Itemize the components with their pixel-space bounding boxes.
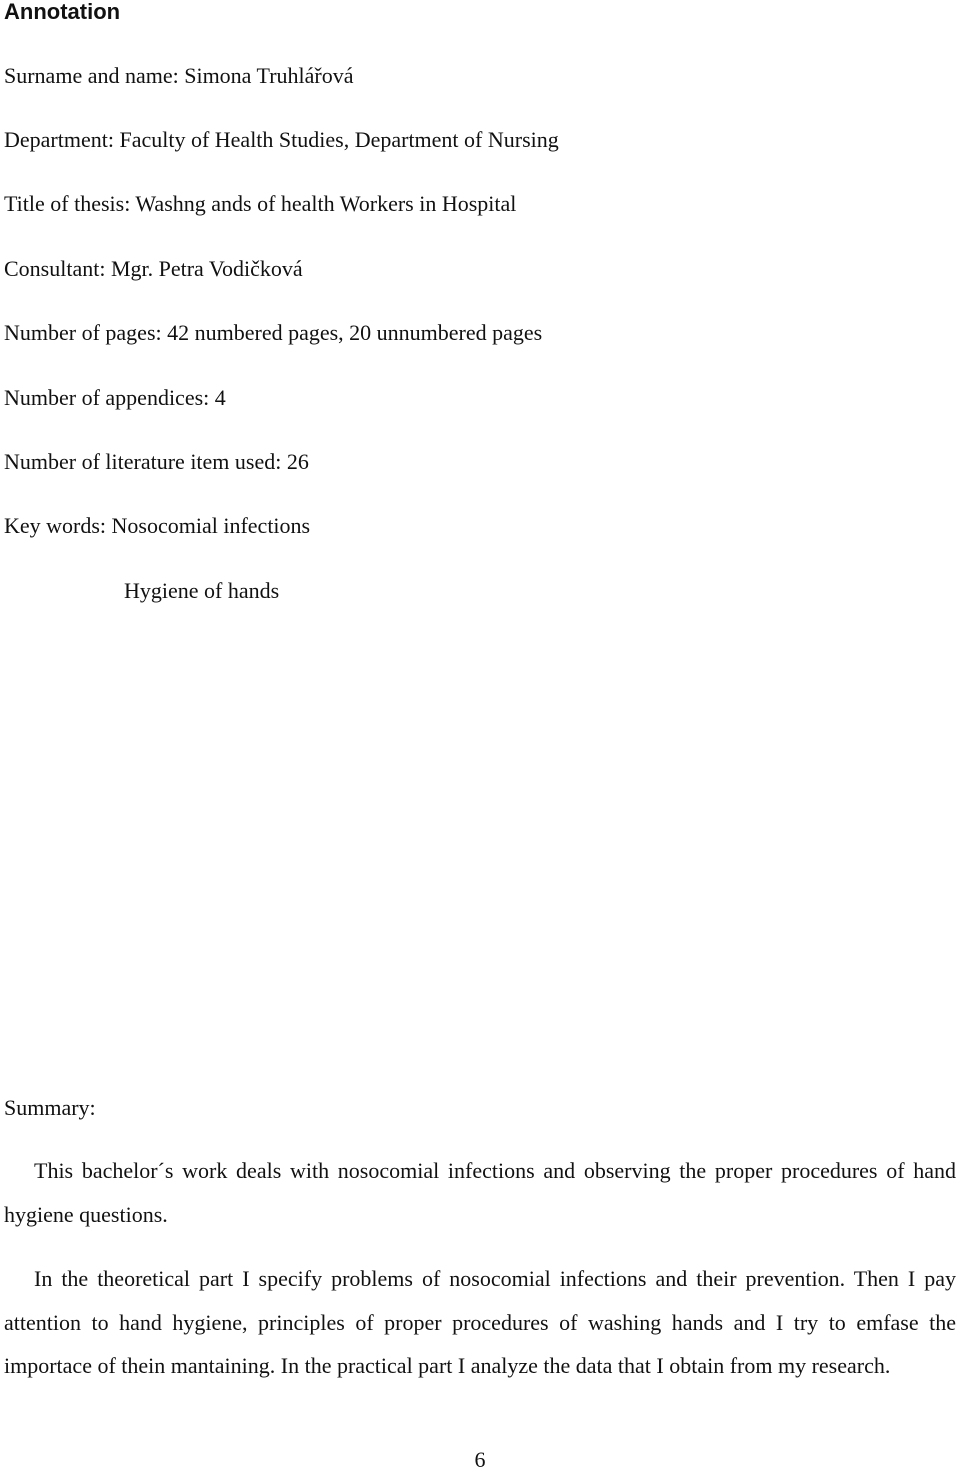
page-number: 6 — [474, 1447, 486, 1472]
summary-paragraph-2 — [4, 1257, 956, 1388]
summary-paragraph-2-text: In the theoretical part I specify problems of nosocomial infections and their prevention. Then I pay attention to hand hygiene, principles of proper procedures of washing hands and I try to emfase the importace of thein mantaining. In the practical part I analyze the data that I obtain from my research. — [4, 1266, 956, 1378]
summary-paragraph-1 — [4, 1149, 956, 1236]
department-line: Department: Faculty of Health Studies, Department of Nursing — [4, 127, 559, 152]
keywords-line-2: Hygiene of hands — [124, 578, 280, 603]
summary-paragraph-1-text: This bachelor´s work deals with nosocomial infections and observing the proper procedures of hand hygiene questions. — [4, 1158, 956, 1227]
thesis-title-line: Title of thesis: Washng ands of health Workers in Hospital — [4, 191, 517, 216]
appendices-line: Number of appendices: 4 — [4, 385, 226, 410]
author-name-line: Surname and name: Simona Truhlářová — [4, 63, 354, 88]
keywords-line: Key words: Nosocomial infections — [4, 513, 311, 538]
literature-count-line: Number of literature item used: 26 — [4, 449, 309, 474]
annotation-heading: Annotation — [4, 0, 121, 24]
page-count-line: Number of pages: 42 numbered pages, 20 unnumbered pages — [4, 320, 543, 345]
summary-label: Summary: — [4, 1095, 96, 1120]
consultant-line: Consultant: Mgr. Petra Vodičková — [4, 256, 303, 281]
